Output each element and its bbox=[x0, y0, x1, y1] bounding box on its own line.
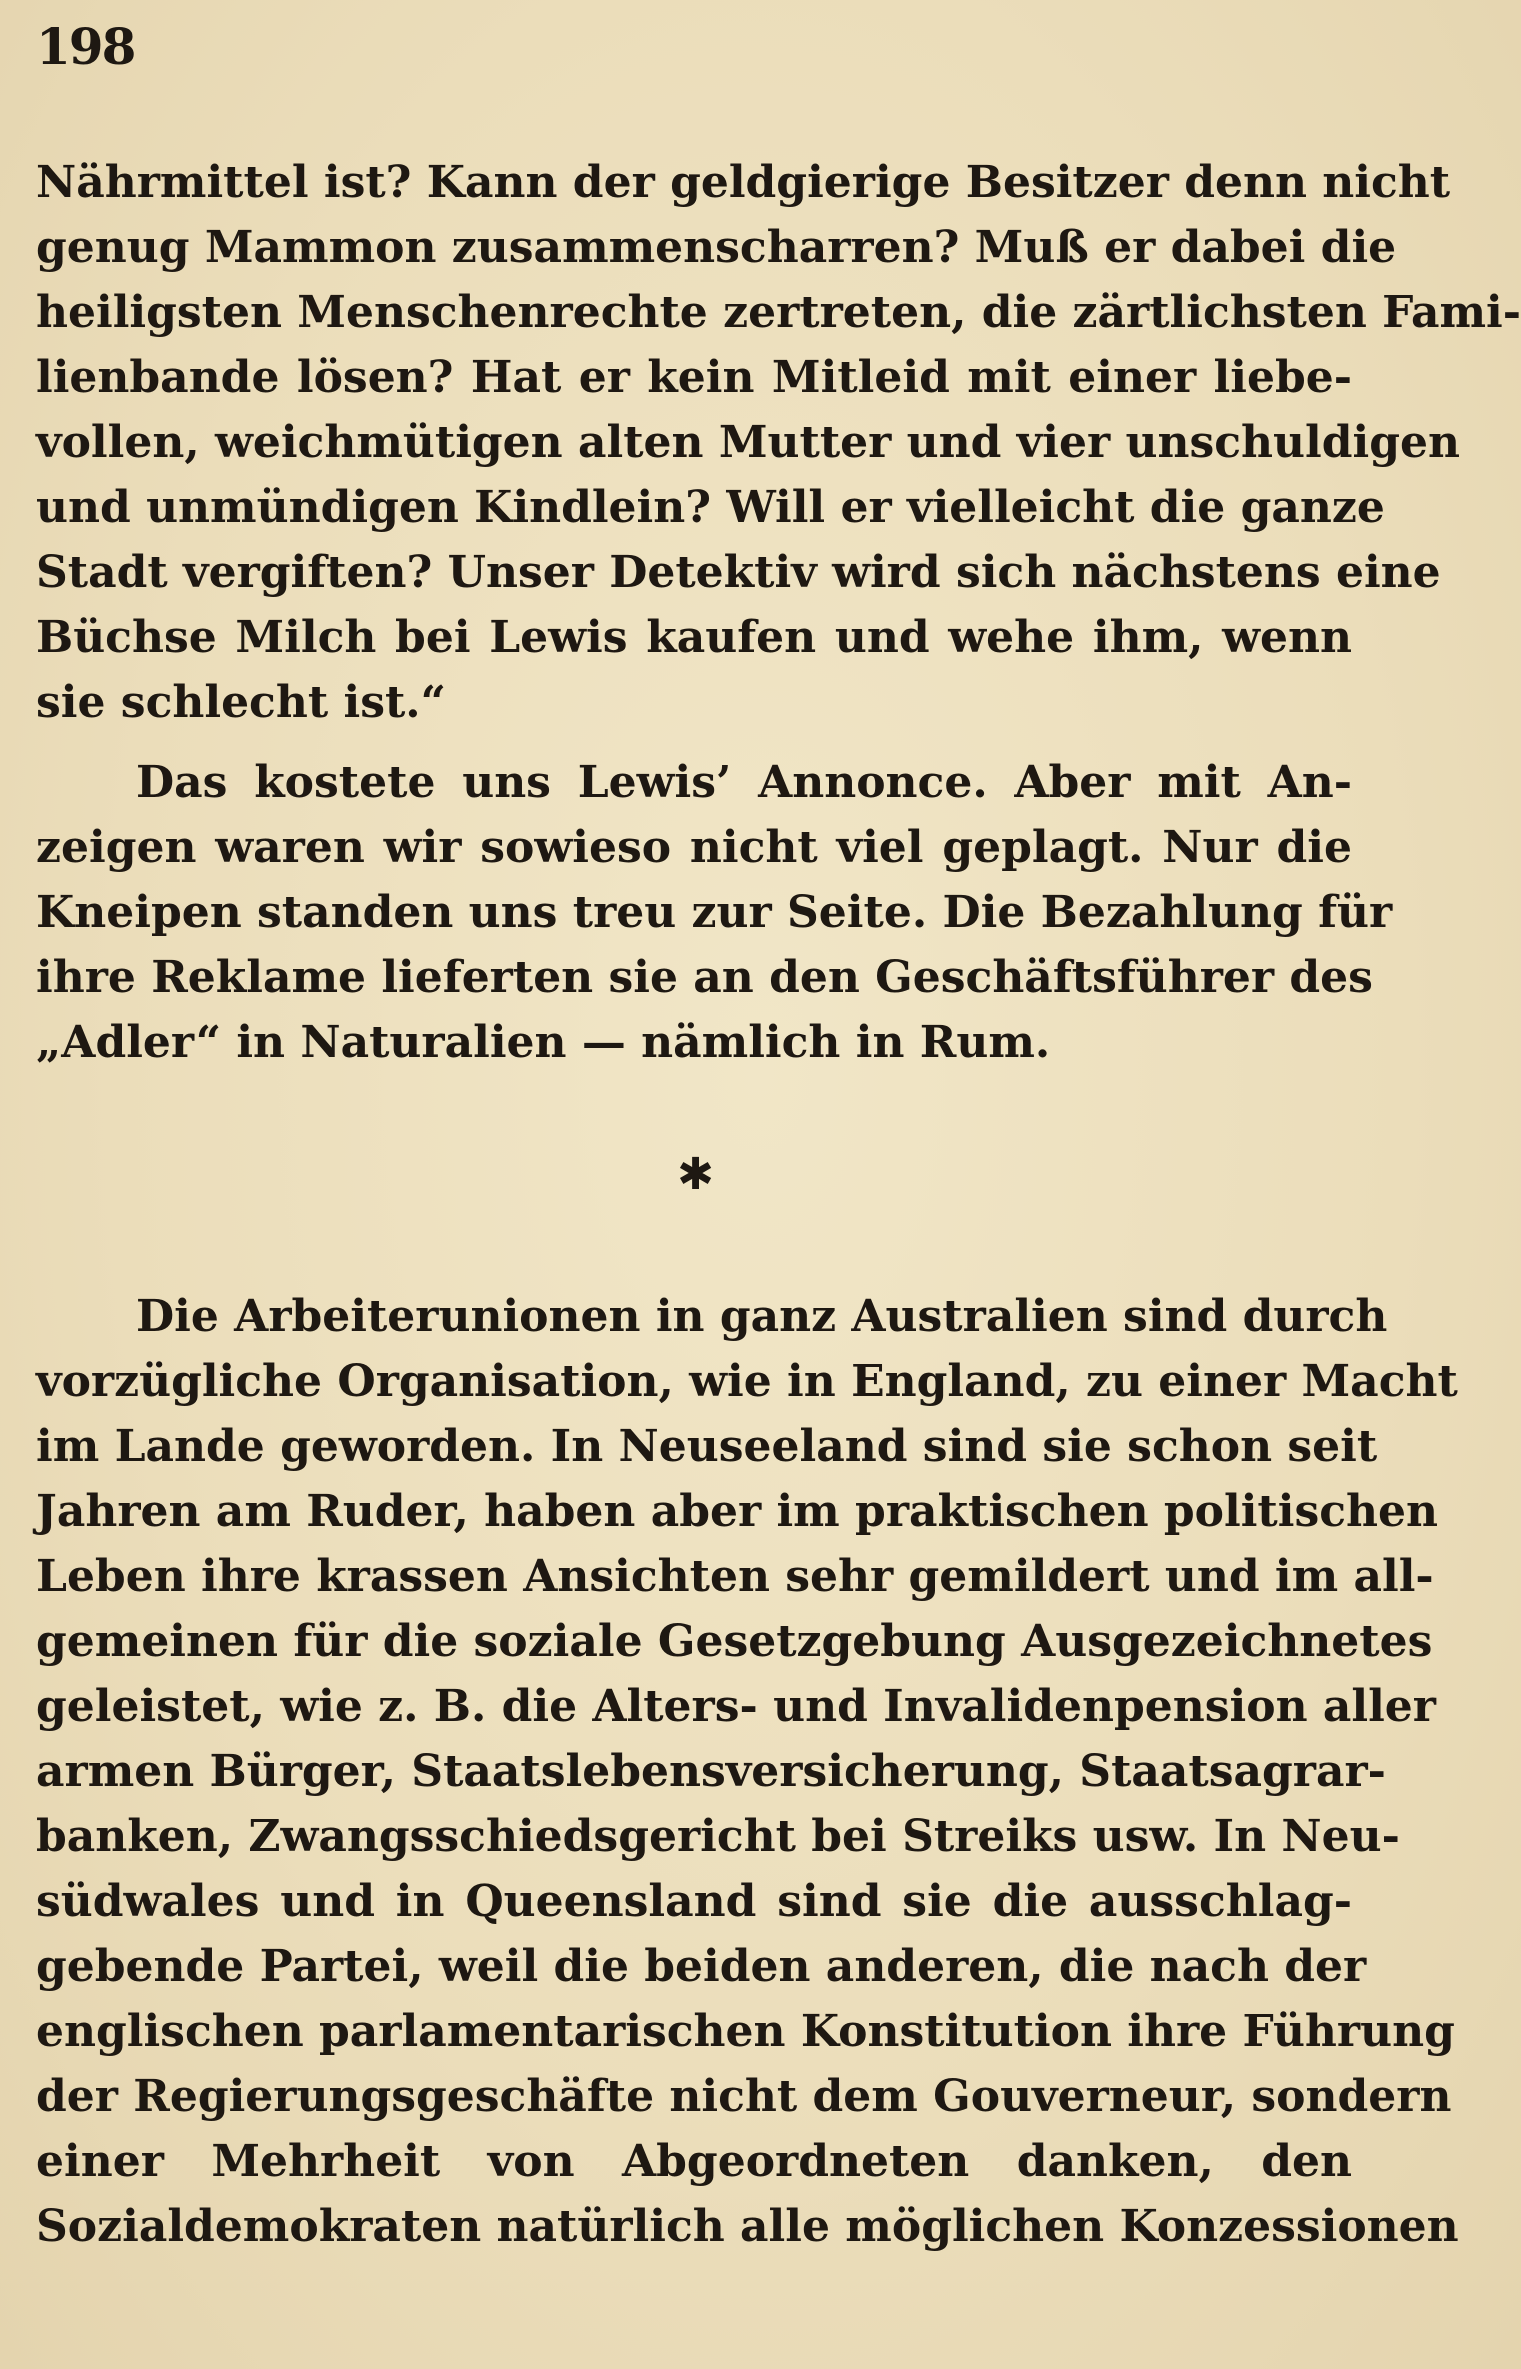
text-line: Das kostete uns Lewis’ Annonce. Aber mit An- bbox=[136, 757, 1352, 808]
text-line: Nährmittel ist? Kann der geldgierige Besitzer denn nicht bbox=[36, 157, 1451, 208]
text-line: im Lande geworden. In Neuseeland sind sie schon seit bbox=[36, 1421, 1378, 1472]
paragraph-annonce bbox=[36, 750, 1393, 1075]
text-line: genug Mammon zusammenscharren? Muß er dabei die bbox=[36, 222, 1397, 273]
text-line: geleistet, wie z. B. die Alters- und Invalidenpension aller bbox=[36, 1681, 1436, 1732]
text-line: ihre Reklame lieferten sie an den Geschäftsführer des bbox=[36, 952, 1373, 1003]
text-line: Sozialdemokraten natürlich alle möglichen Konzessionen bbox=[36, 2201, 1459, 2252]
text-line: Die Arbeiterunionen in ganz Australien sind durch bbox=[136, 1291, 1388, 1342]
text-line: Kneipen standen uns treu zur Seite. Die Bezahlung für bbox=[36, 887, 1393, 938]
text-line: Leben ihre krassen Ansichten sehr gemildert und im all- bbox=[36, 1551, 1434, 1602]
text-line: gemeinen für die soziale Gesetzgebung Ausgezeichnetes bbox=[36, 1616, 1433, 1667]
text-line: südwales und in Queensland sind sie die ausschlag- bbox=[36, 1876, 1352, 1927]
text-line: der Regierungsgeschäfte nicht dem Gouverneur, sondern bbox=[36, 2071, 1452, 2122]
text-line: Stadt vergiften? Unser Detektiv wird sich nächstens eine bbox=[36, 547, 1441, 598]
text-line: und unmündigen Kindlein? Will er vielleicht die ganze bbox=[36, 482, 1385, 533]
text-line: vorzügliche Organisation, wie in England, zu einer Macht bbox=[36, 1356, 1458, 1407]
text-line: banken, Zwangsschiedsgericht bei Streiks usw. In Neu- bbox=[36, 1811, 1400, 1862]
text-line: heiligsten Menschenrechte zertreten, die zärtlichsten Fami- bbox=[36, 287, 1521, 338]
text-line: sie schlecht ist.“ bbox=[36, 677, 446, 728]
text-line: englischen parlamentarischen Konstitution ihre Führung bbox=[36, 2006, 1455, 2057]
text-line: Jahren am Ruder, haben aber im praktischen politischen bbox=[36, 1486, 1439, 1537]
text-line: Büchse Milch bei Lewis kaufen und wehe ihm, wenn bbox=[36, 612, 1352, 663]
text-line: „Adler“ in Naturalien — nämlich in Rum. bbox=[36, 1017, 1051, 1068]
section-separator-asterisk: ✱ bbox=[677, 1149, 714, 1200]
text-line: vollen, weichmütigen alten Mutter und vier unschuldigen bbox=[36, 417, 1460, 468]
paragraph-arbeiterunionen bbox=[36, 1284, 1459, 2259]
text-line: zeigen waren wir sowieso nicht viel geplagt. Nur die bbox=[36, 822, 1352, 873]
text-line: armen Bürger, Staatslebensversicherung, Staatsagrar- bbox=[36, 1746, 1386, 1797]
paragraph-continuation bbox=[36, 150, 1521, 735]
text-line: einer Mehrheit von Abgeordneten danken, den bbox=[36, 2136, 1352, 2187]
page-number: 198 bbox=[36, 17, 135, 76]
text-line: gebende Partei, weil die beiden anderen, die nach der bbox=[36, 1941, 1367, 1992]
text-line: lienbande lösen? Hat er kein Mitleid mit einer liebe- bbox=[36, 352, 1352, 403]
